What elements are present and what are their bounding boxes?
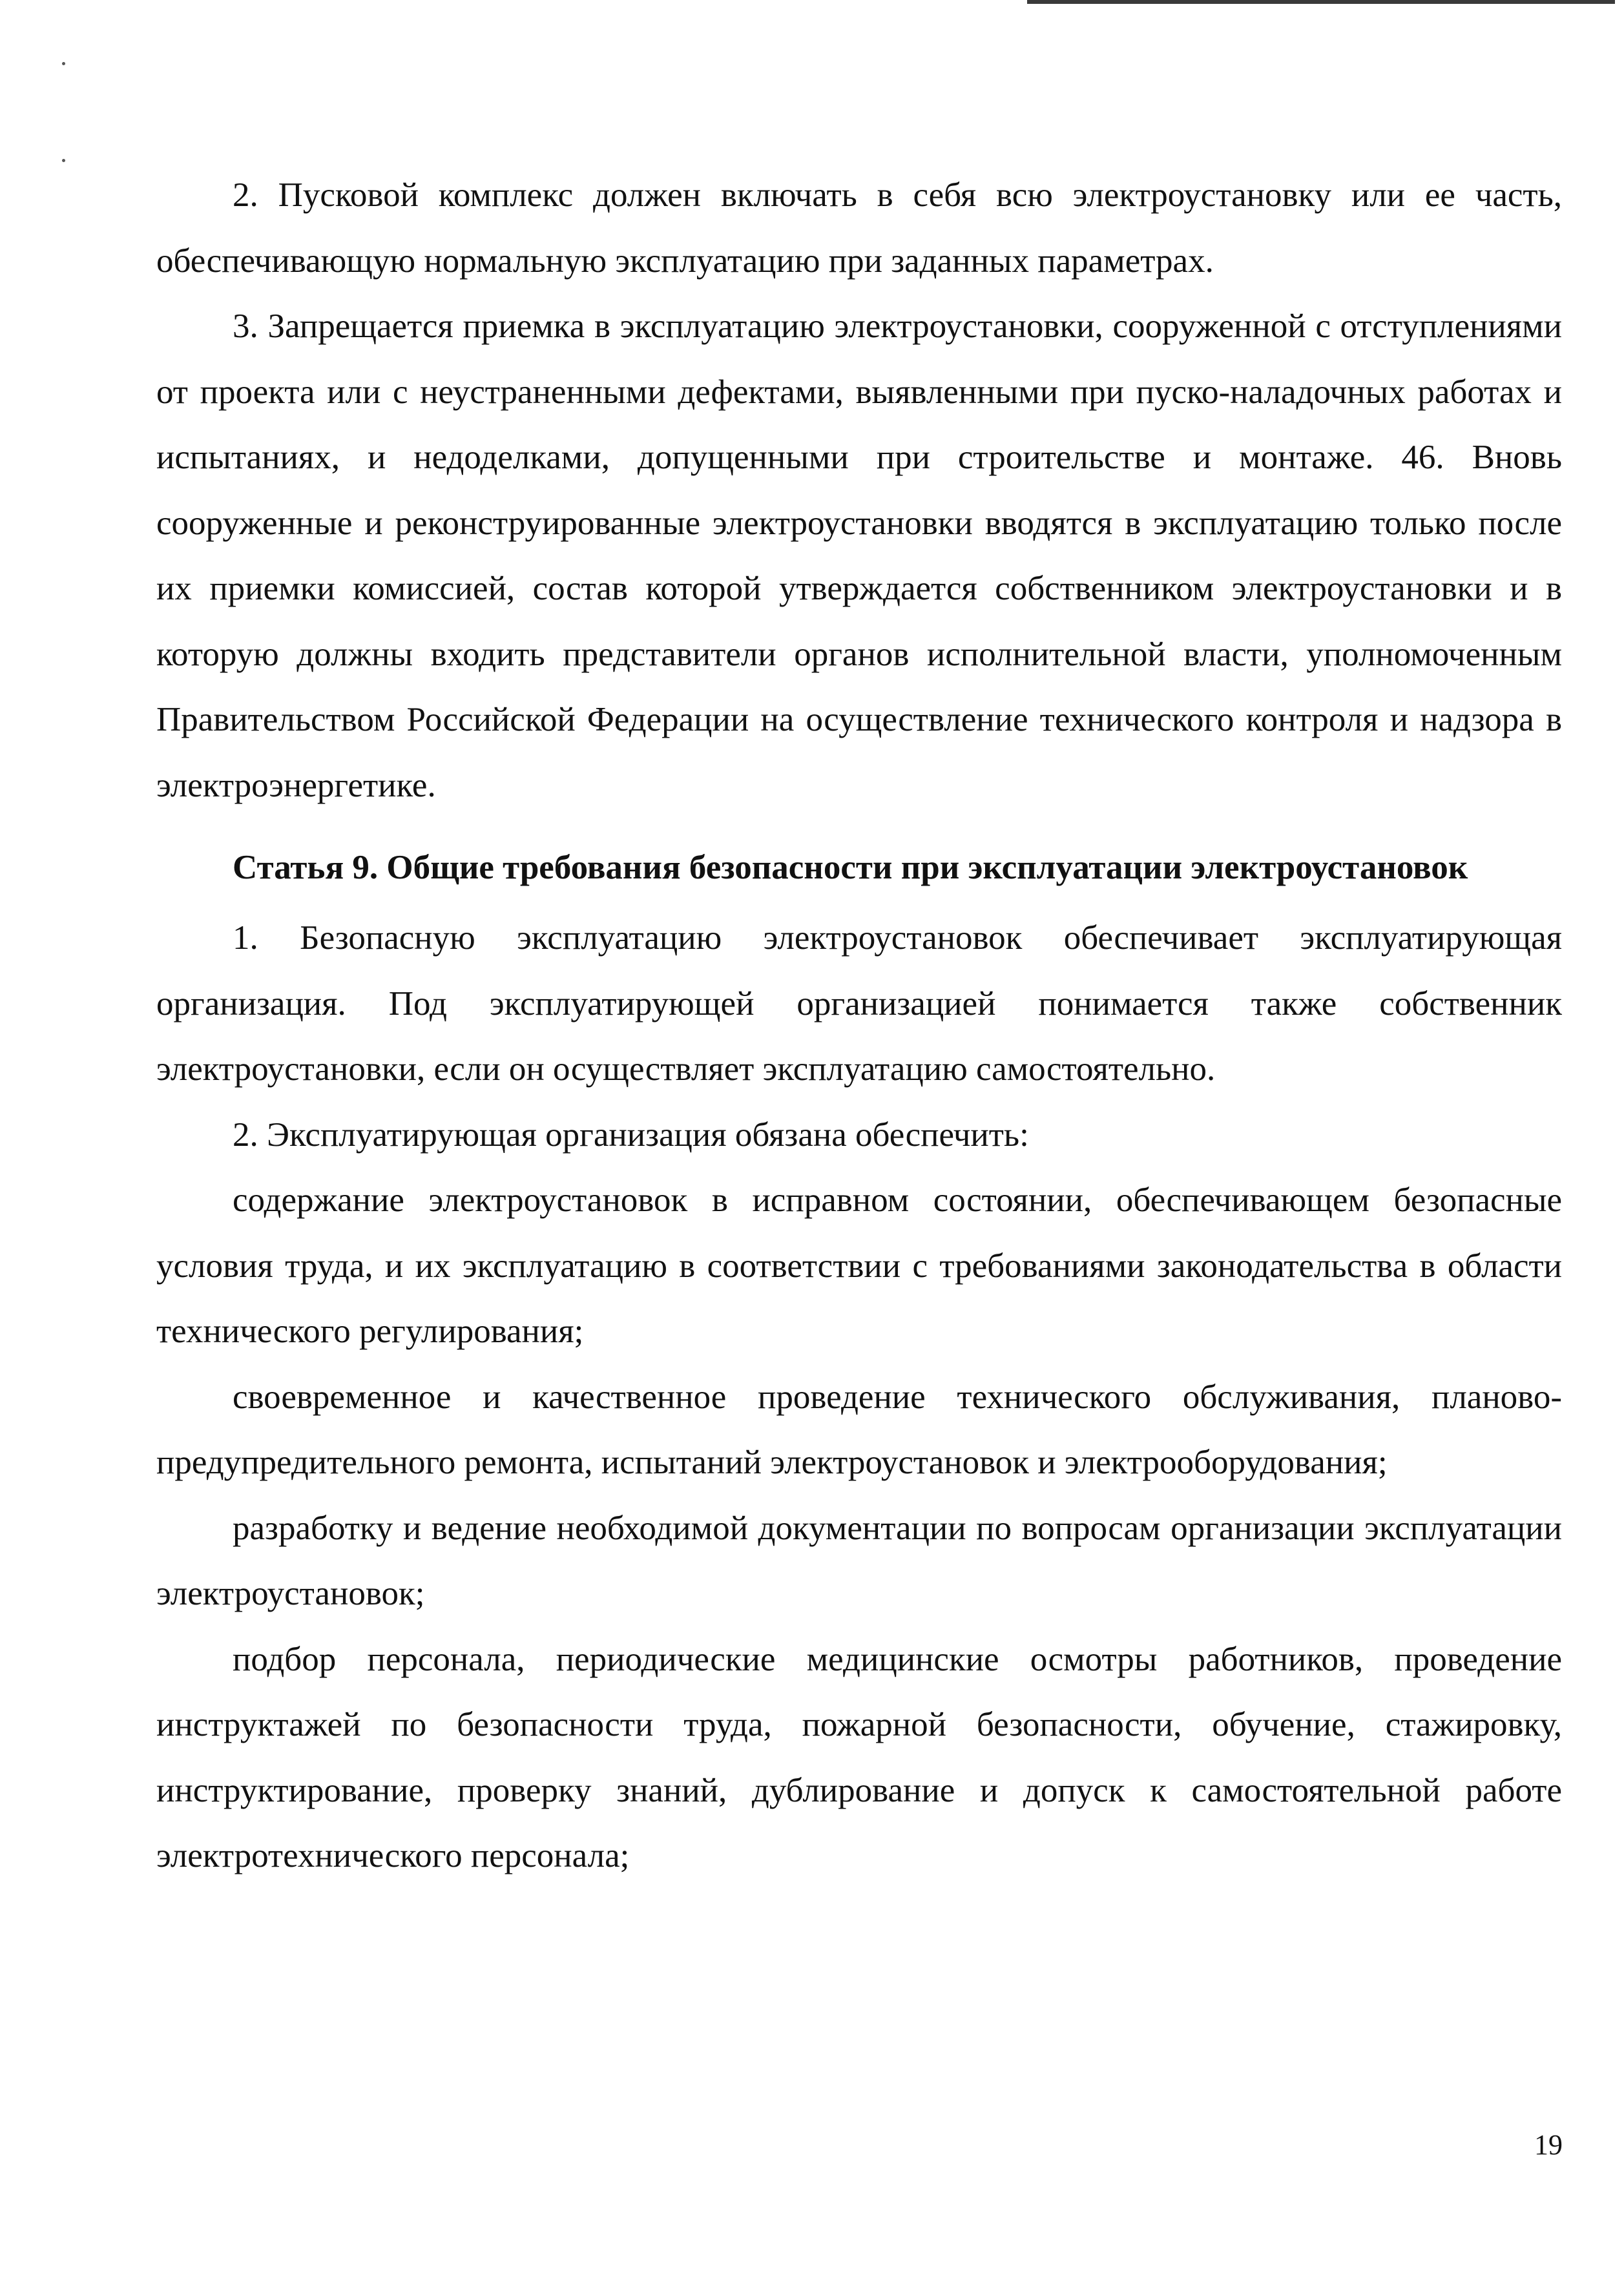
page-number: 19 — [1534, 2129, 1563, 2161]
paragraph-2: 2. Пусковой комплекс должен включать в себя всю электроустановку или ее часть, обеспечивающую нормальную эксплуатацию при заданных параметрах. — [156, 176, 1562, 280]
scan-speck — [62, 62, 65, 65]
article-9-paragraph-1: 1. Безопасную эксплуатацию электроустановок обеспечивает эксплуатирующая организация. Под эксплуатирующей организацией понимается также собственник электроустановки, если он осуществляет эксплуатацию самостоятельно. — [156, 919, 1562, 1088]
paragraph-3: 3. Запрещается приемка в эксплуатацию электроустановки, сооруженной с отступлениями от проекта или с неустраненными дефектами, выявленными при пуско-наладочных работах и испытаниях, и недоделками, допущенными при строительстве и монтаже. 46. Вновь сооруженные и реконструированные электроустановки вводятся в эксплуатацию только после их приемки комиссией, состав которой утверждается собственником электроустановки и в которую должны входить представители органов исполнительной власти, уполномоченным Правительством Российской Федерации на осуществление технического контроля и надзора в электроэнергетике. — [156, 307, 1562, 804]
scan-speck — [62, 159, 65, 162]
scan-top-edge-line — [1027, 0, 1615, 4]
document-body — [156, 163, 1562, 1889]
article-9-heading: Статья 9. Общие требования безопасности при эксплуатации электроустановок — [233, 849, 1468, 886]
obligation-item: своевременное и качественное проведение технического обслуживания, планово-предупредительного ремонта, испытаний электроустановок и электрооборудования; — [156, 1378, 1562, 1481]
obligation-item: содержание электроустановок в исправном состоянии, обеспечивающем безопасные условия труда, и их эксплуатацию в соответствии с требованиями законодательства в области технического регулирования; — [156, 1181, 1562, 1350]
article-9-paragraph-2: 2. Эксплуатирующая организация обязана обеспечить: — [233, 1116, 1029, 1154]
obligation-item: разработку и ведение необходимой документации по вопросам организации эксплуатации электроустановок; — [156, 1509, 1562, 1612]
obligation-item: подбор персонала, периодические медицинские осмотры работников, проведение инструктажей по безопасности труда, пожарной безопасности, обучение, стажировку, инструктирование, проверку знаний, дублирование и допуск к самостоятельной работе электротехнического персонала; — [156, 1640, 1562, 1874]
